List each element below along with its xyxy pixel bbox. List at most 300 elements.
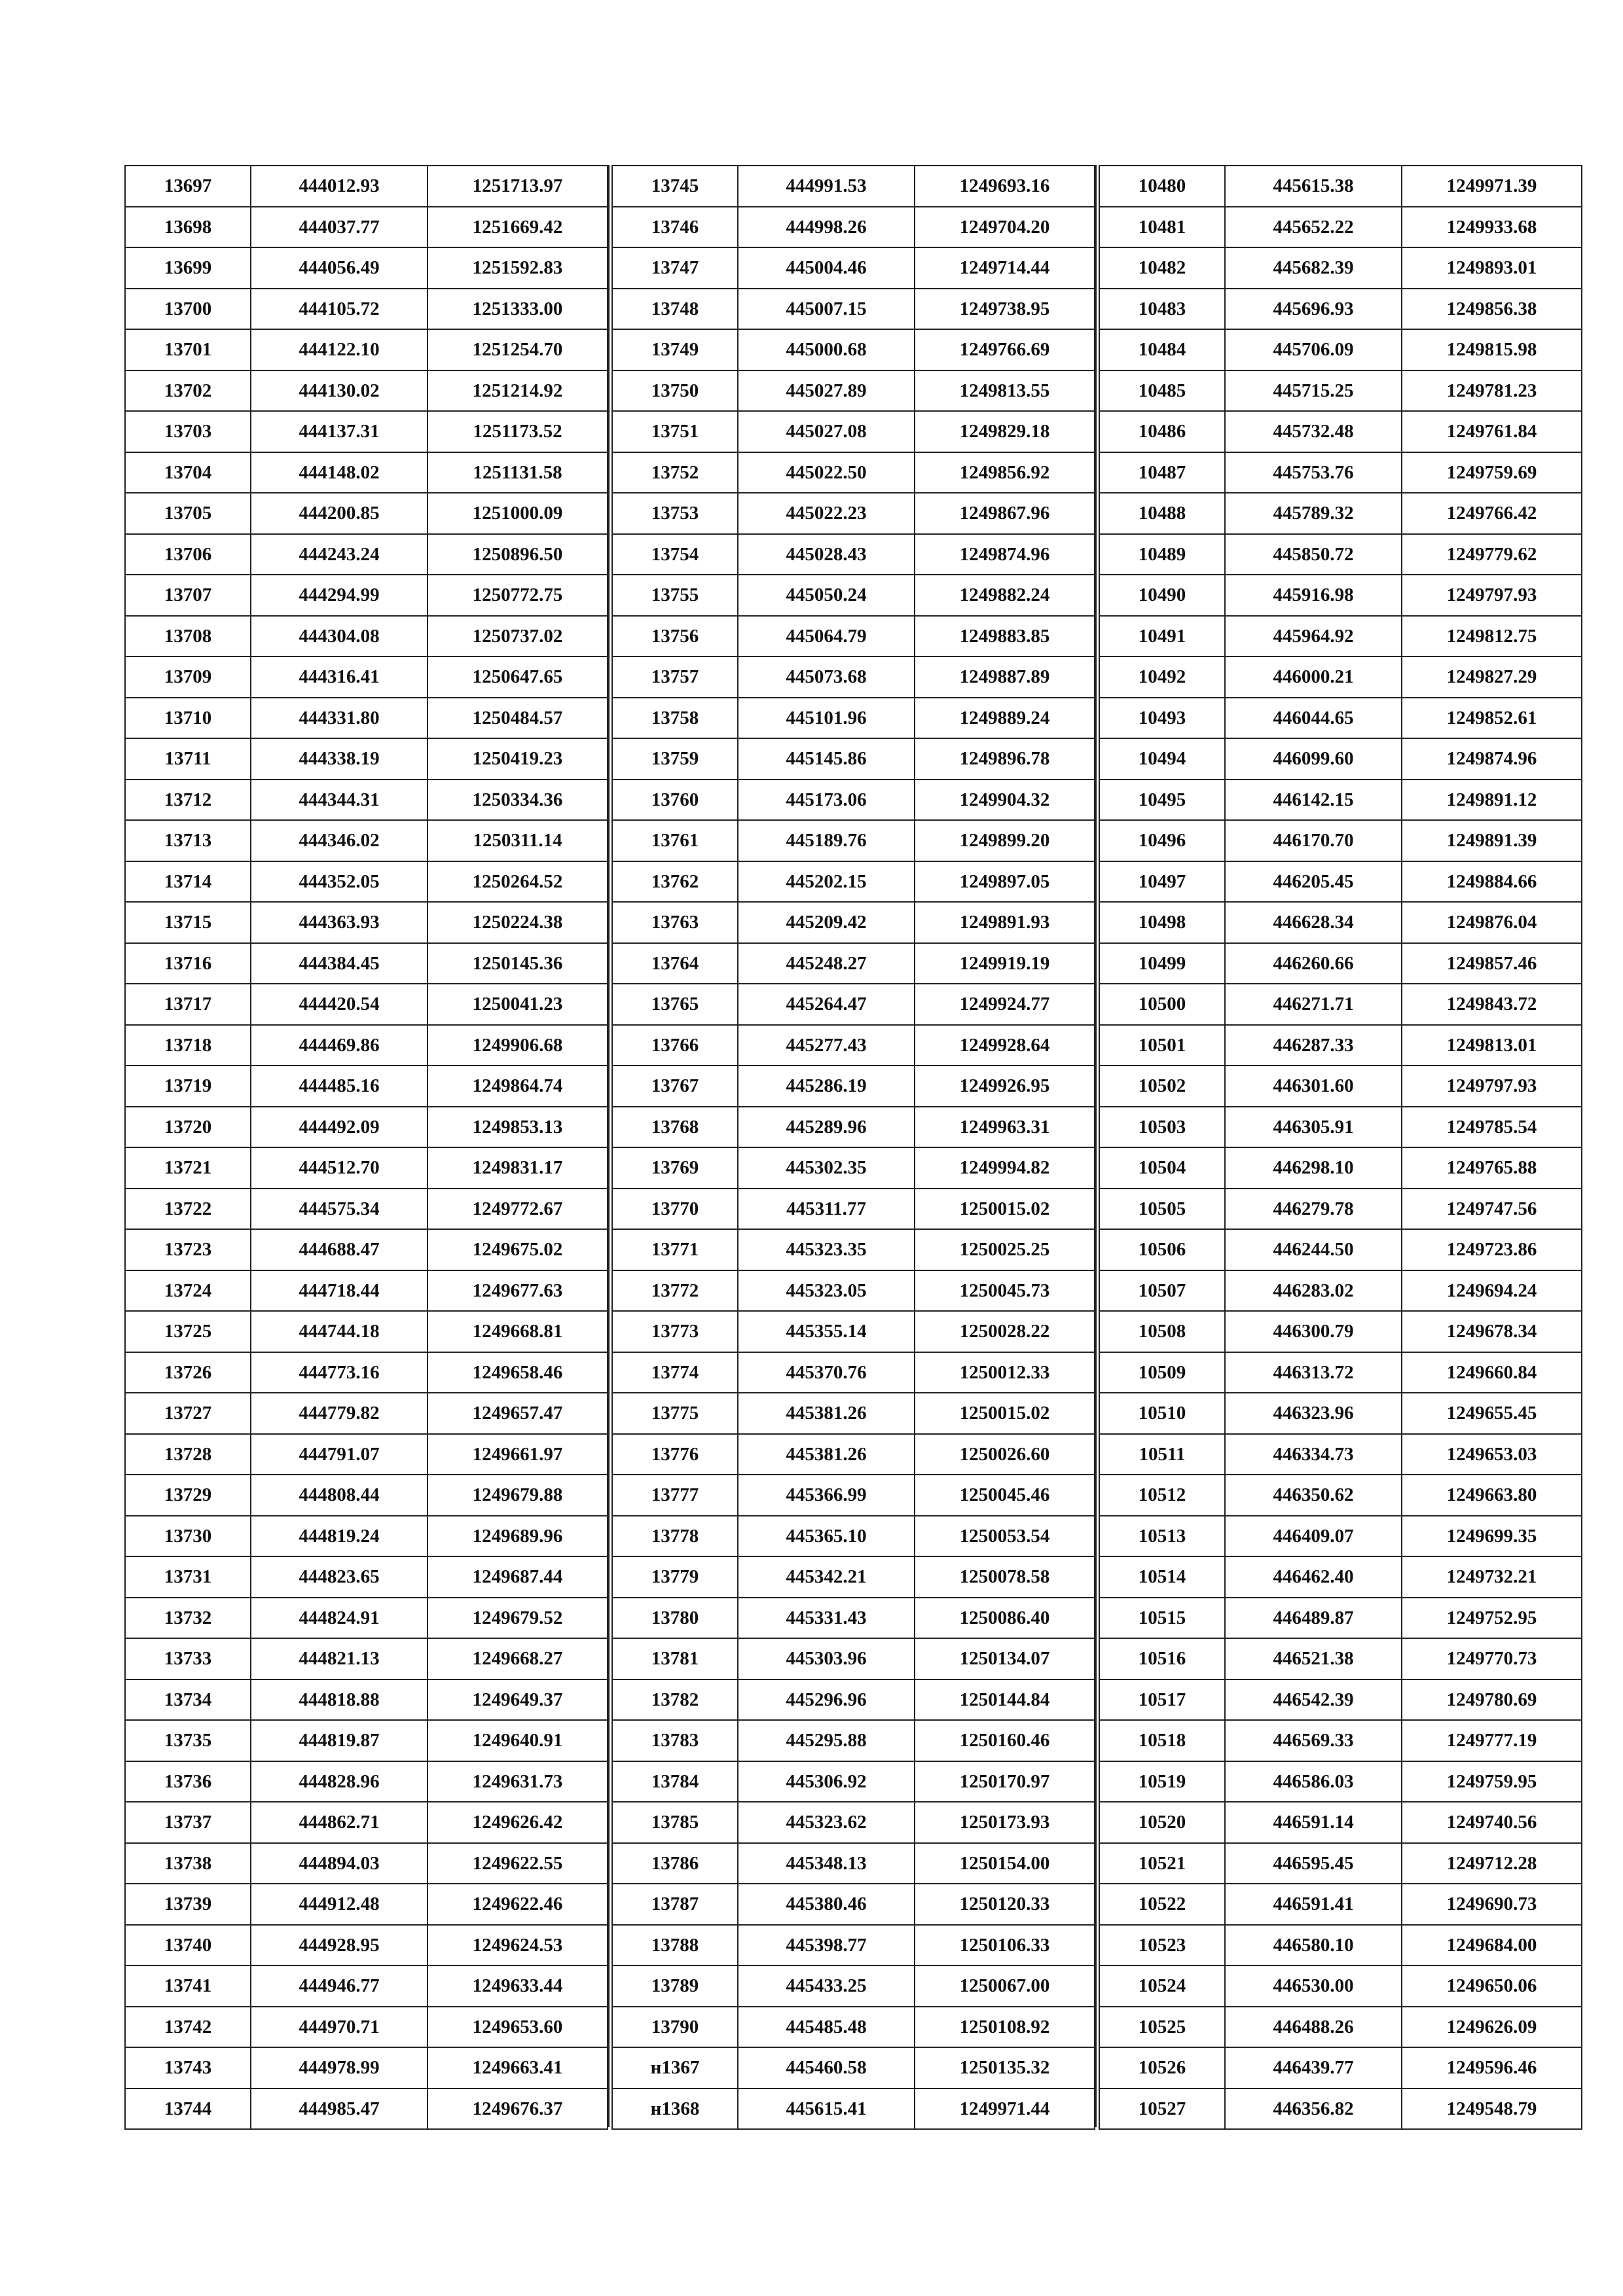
y-coordinate-cell: 1249704.20 [915, 207, 1095, 248]
y-coordinate-cell: 1251000.09 [428, 493, 608, 534]
table-row [125, 329, 608, 370]
table-row [125, 1025, 608, 1066]
x-coordinate-cell: 445101.96 [738, 698, 915, 739]
point-id-cell: 13703 [125, 411, 251, 452]
x-coordinate-cell: 446350.62 [1225, 1475, 1402, 1516]
point-id-cell: 13739 [125, 1884, 251, 1925]
table-row [612, 1475, 1095, 1516]
point-id-cell: 13731 [125, 1556, 251, 1598]
y-coordinate-cell: 1249876.04 [1402, 902, 1582, 943]
point-id-cell: 13707 [125, 575, 251, 616]
point-id-cell: 13698 [125, 207, 251, 248]
point-id-cell: 13733 [125, 1638, 251, 1679]
x-coordinate-cell: 445073.68 [738, 656, 915, 698]
table-row [1099, 1925, 1582, 1966]
point-id-cell: 10487 [1099, 452, 1225, 493]
point-id-cell: 13767 [612, 1066, 738, 1107]
y-coordinate-cell: 1249679.52 [428, 1598, 608, 1639]
point-id-cell: 10503 [1099, 1107, 1225, 1148]
table-row [1099, 820, 1582, 861]
x-coordinate-cell: 444779.82 [251, 1393, 428, 1434]
table-row [612, 820, 1095, 861]
y-coordinate-cell: 1249971.39 [1402, 166, 1582, 207]
point-id-cell: 13720 [125, 1107, 251, 1148]
y-coordinate-cell: 1249906.68 [428, 1025, 608, 1066]
point-id-cell: 10493 [1099, 698, 1225, 739]
table-row [125, 616, 608, 657]
point-id-cell: 10494 [1099, 738, 1225, 780]
x-coordinate-cell: 444985.47 [251, 2089, 428, 2130]
point-id-cell: 13712 [125, 780, 251, 821]
point-id-cell: 13700 [125, 289, 251, 330]
table-row [612, 575, 1095, 616]
y-coordinate-cell: 1250224.38 [428, 902, 608, 943]
x-coordinate-cell: 444912.48 [251, 1884, 428, 1925]
point-id-cell: 13723 [125, 1229, 251, 1270]
x-coordinate-cell: 445189.76 [738, 820, 915, 861]
table-row [612, 1147, 1095, 1189]
y-coordinate-cell: 1249761.84 [1402, 411, 1582, 452]
x-coordinate-cell: 444818.88 [251, 1679, 428, 1721]
point-id-cell: 10501 [1099, 1025, 1225, 1066]
x-coordinate-cell: 444363.93 [251, 902, 428, 943]
table-row [125, 1270, 608, 1312]
table-row [1099, 1229, 1582, 1270]
point-id-cell: 13785 [612, 1802, 738, 1843]
x-coordinate-cell: 446586.03 [1225, 1761, 1402, 1803]
y-coordinate-cell: 1249766.69 [915, 329, 1095, 370]
x-coordinate-cell: 446271.71 [1225, 984, 1402, 1025]
x-coordinate-cell: 446595.45 [1225, 1843, 1402, 1884]
table-row [125, 1229, 608, 1270]
point-id-cell: 13775 [612, 1393, 738, 1434]
point-id-cell: 10502 [1099, 1066, 1225, 1107]
table-row [612, 1229, 1095, 1270]
y-coordinate-cell: 1250311.14 [428, 820, 608, 861]
y-coordinate-cell: 1249899.20 [915, 820, 1095, 861]
point-id-cell: 13772 [612, 1270, 738, 1312]
table-row [1099, 166, 1582, 207]
x-coordinate-cell: 445323.05 [738, 1270, 915, 1312]
x-coordinate-cell: 445381.26 [738, 1434, 915, 1475]
point-id-cell: 10509 [1099, 1352, 1225, 1393]
y-coordinate-cell: 1249933.68 [1402, 207, 1582, 248]
y-coordinate-cell: 1249663.80 [1402, 1475, 1582, 1516]
table-row [125, 534, 608, 575]
x-coordinate-cell: 446205.45 [1225, 861, 1402, 903]
y-coordinate-cell: 1249548.79 [1402, 2089, 1582, 2130]
point-id-cell: 13783 [612, 1720, 738, 1761]
table-row [612, 656, 1095, 698]
point-id-cell: 10506 [1099, 1229, 1225, 1270]
x-coordinate-cell: 446044.65 [1225, 698, 1402, 739]
y-coordinate-cell: 1249622.55 [428, 1843, 608, 1884]
x-coordinate-cell: 444352.05 [251, 861, 428, 903]
y-coordinate-cell: 1249653.03 [1402, 1434, 1582, 1475]
y-coordinate-cell: 1249779.62 [1402, 534, 1582, 575]
table-row [612, 452, 1095, 493]
y-coordinate-cell: 1250015.02 [915, 1393, 1095, 1434]
y-coordinate-cell: 1250026.60 [915, 1434, 1095, 1475]
x-coordinate-cell: 446530.00 [1225, 1965, 1402, 2007]
y-coordinate-cell: 1249684.00 [1402, 1925, 1582, 1966]
table-row [125, 780, 608, 821]
y-coordinate-cell: 1249812.75 [1402, 616, 1582, 657]
point-id-cell: 13768 [612, 1107, 738, 1148]
x-coordinate-cell: 445615.38 [1225, 166, 1402, 207]
table-row [1099, 575, 1582, 616]
table-row [125, 493, 608, 534]
column-separator [608, 165, 610, 2127]
table-row [1099, 452, 1582, 493]
x-coordinate-cell: 445706.09 [1225, 329, 1402, 370]
y-coordinate-cell: 1249853.13 [428, 1107, 608, 1148]
point-id-cell: 13717 [125, 984, 251, 1025]
point-id-cell: 10518 [1099, 1720, 1225, 1761]
x-coordinate-cell: 444744.18 [251, 1311, 428, 1352]
point-id-cell: 13702 [125, 370, 251, 412]
y-coordinate-cell: 1249622.46 [428, 1884, 608, 1925]
y-coordinate-cell: 1250025.25 [915, 1229, 1095, 1270]
table-row [612, 493, 1095, 534]
point-id-cell: 13747 [612, 247, 738, 289]
table-row [125, 1516, 608, 1557]
x-coordinate-cell: 445007.15 [738, 289, 915, 330]
point-id-cell: 13701 [125, 329, 251, 370]
x-coordinate-cell: 444338.19 [251, 738, 428, 780]
table-row [125, 1556, 608, 1598]
table-row [125, 575, 608, 616]
table-row [612, 1598, 1095, 1639]
table-row [612, 1556, 1095, 1598]
x-coordinate-cell: 444056.49 [251, 247, 428, 289]
point-id-cell: 13778 [612, 1516, 738, 1557]
table-row [125, 1393, 608, 1434]
point-id-cell: 10527 [1099, 2089, 1225, 2130]
y-coordinate-cell: 1250106.33 [915, 1925, 1095, 1966]
point-id-cell: 10488 [1099, 493, 1225, 534]
y-coordinate-cell: 1249897.05 [915, 861, 1095, 903]
y-coordinate-cell: 1249963.31 [915, 1107, 1095, 1148]
y-coordinate-cell: 1249732.21 [1402, 1556, 1582, 1598]
y-coordinate-cell: 1249653.60 [428, 2007, 608, 2048]
x-coordinate-cell: 444512.70 [251, 1147, 428, 1189]
table-row [125, 166, 608, 207]
x-coordinate-cell: 445295.88 [738, 1720, 915, 1761]
x-coordinate-cell: 444819.87 [251, 1720, 428, 1761]
point-id-cell: 13751 [612, 411, 738, 452]
table-row [1099, 370, 1582, 412]
table-row [1099, 1352, 1582, 1393]
y-coordinate-cell: 1250067.00 [915, 1965, 1095, 2007]
x-coordinate-cell: 445732.48 [1225, 411, 1402, 452]
table-row [1099, 1147, 1582, 1189]
table-row [125, 1434, 608, 1475]
y-coordinate-cell: 1249759.69 [1402, 452, 1582, 493]
point-id-cell: 13738 [125, 1843, 251, 1884]
y-coordinate-cell: 1250086.40 [915, 1598, 1095, 1639]
point-id-cell: 13789 [612, 1965, 738, 2007]
point-id-cell: 10511 [1099, 1434, 1225, 1475]
x-coordinate-cell: 446542.39 [1225, 1679, 1402, 1721]
y-coordinate-cell: 1249759.95 [1402, 1761, 1582, 1803]
x-coordinate-cell: 445381.26 [738, 1393, 915, 1434]
y-coordinate-cell: 1249831.17 [428, 1147, 608, 1189]
y-coordinate-cell: 1249874.96 [915, 534, 1095, 575]
x-coordinate-cell: 445789.32 [1225, 493, 1402, 534]
table-row [612, 1884, 1095, 1925]
x-coordinate-cell: 446170.70 [1225, 820, 1402, 861]
x-coordinate-cell: 445331.43 [738, 1598, 915, 1639]
point-id-cell: н1368 [612, 2089, 738, 2130]
x-coordinate-cell: 445682.39 [1225, 247, 1402, 289]
point-id-cell: 13746 [612, 207, 738, 248]
table-row [612, 411, 1095, 452]
y-coordinate-cell: 1250041.23 [428, 984, 608, 1025]
table-row [612, 534, 1095, 575]
x-coordinate-cell: 444946.77 [251, 1965, 428, 2007]
point-id-cell: 13759 [612, 738, 738, 780]
table-row [612, 1679, 1095, 1721]
x-coordinate-cell: 445715.25 [1225, 370, 1402, 412]
point-id-cell: 10505 [1099, 1189, 1225, 1230]
point-id-cell: 13774 [612, 1352, 738, 1393]
x-coordinate-cell: 446488.26 [1225, 2007, 1402, 2048]
y-coordinate-cell: 1250160.46 [915, 1720, 1095, 1761]
y-coordinate-cell: 1250053.54 [915, 1516, 1095, 1557]
x-coordinate-cell: 444808.44 [251, 1475, 428, 1516]
point-id-cell: 10486 [1099, 411, 1225, 452]
x-coordinate-cell: 445355.14 [738, 1311, 915, 1352]
point-id-cell: 10489 [1099, 534, 1225, 575]
point-id-cell: 13761 [612, 820, 738, 861]
point-id-cell: 13716 [125, 943, 251, 984]
y-coordinate-cell: 1250078.58 [915, 1556, 1095, 1598]
x-coordinate-cell: 445433.25 [738, 1965, 915, 2007]
x-coordinate-cell: 446260.66 [1225, 943, 1402, 984]
y-coordinate-cell: 1249740.56 [1402, 1802, 1582, 1843]
x-coordinate-cell: 444012.93 [251, 166, 428, 207]
y-coordinate-cell: 1249689.96 [428, 1516, 608, 1557]
table-row [1099, 902, 1582, 943]
y-coordinate-cell: 1250015.02 [915, 1189, 1095, 1230]
table-row [612, 1720, 1095, 1761]
table-row [1099, 207, 1582, 248]
point-id-cell: 10481 [1099, 207, 1225, 248]
table-row [125, 1066, 608, 1107]
x-coordinate-cell: 444346.02 [251, 820, 428, 861]
x-coordinate-cell: 444978.99 [251, 2047, 428, 2089]
point-id-cell: 13740 [125, 1925, 251, 1966]
point-id-cell: 13742 [125, 2007, 251, 2048]
column-separator [1095, 165, 1097, 2127]
point-id-cell: 10491 [1099, 616, 1225, 657]
y-coordinate-cell: 1249857.46 [1402, 943, 1582, 984]
point-id-cell: 13769 [612, 1147, 738, 1189]
y-coordinate-cell: 1251592.83 [428, 247, 608, 289]
y-coordinate-cell: 1249660.84 [1402, 1352, 1582, 1393]
x-coordinate-cell: 446301.60 [1225, 1066, 1402, 1107]
point-id-cell: 13786 [612, 1843, 738, 1884]
x-coordinate-cell: 444469.86 [251, 1025, 428, 1066]
point-id-cell: 13709 [125, 656, 251, 698]
table-row [125, 902, 608, 943]
y-coordinate-cell: 1249626.09 [1402, 2007, 1582, 2048]
table-row [1099, 1270, 1582, 1312]
table-row [125, 656, 608, 698]
y-coordinate-cell: 1249658.46 [428, 1352, 608, 1393]
y-coordinate-cell: 1249829.18 [915, 411, 1095, 452]
x-coordinate-cell: 444294.99 [251, 575, 428, 616]
table-row [612, 738, 1095, 780]
y-coordinate-cell: 1249657.47 [428, 1393, 608, 1434]
table-row [1099, 329, 1582, 370]
table-row [612, 1843, 1095, 1884]
point-id-cell: 13713 [125, 820, 251, 861]
y-coordinate-cell: 1250120.33 [915, 1884, 1095, 1925]
x-coordinate-cell: 444718.44 [251, 1270, 428, 1312]
point-id-cell: 13697 [125, 166, 251, 207]
point-id-cell: 10490 [1099, 575, 1225, 616]
table-row [125, 1884, 608, 1925]
table-row [1099, 861, 1582, 903]
table-row [125, 2047, 608, 2089]
table-row [125, 1352, 608, 1393]
y-coordinate-cell: 1249856.92 [915, 452, 1095, 493]
x-coordinate-cell: 445370.76 [738, 1352, 915, 1393]
x-coordinate-cell: 445277.43 [738, 1025, 915, 1066]
y-coordinate-cell: 1250134.07 [915, 1638, 1095, 1679]
point-id-cell: 13762 [612, 861, 738, 903]
x-coordinate-cell: 445652.22 [1225, 207, 1402, 248]
point-id-cell: 13715 [125, 902, 251, 943]
point-id-cell: 13719 [125, 1066, 251, 1107]
point-id-cell: 10495 [1099, 780, 1225, 821]
table-row [1099, 738, 1582, 780]
point-id-cell: 10519 [1099, 1761, 1225, 1803]
y-coordinate-cell: 1249714.44 [915, 247, 1095, 289]
table-row [612, 780, 1095, 821]
x-coordinate-cell: 444894.03 [251, 1843, 428, 1884]
y-coordinate-cell: 1251333.00 [428, 289, 608, 330]
x-coordinate-cell: 444688.47 [251, 1229, 428, 1270]
table-row [612, 984, 1095, 1025]
x-coordinate-cell: 445964.92 [1225, 616, 1402, 657]
table-row [125, 698, 608, 739]
table-row [1099, 247, 1582, 289]
x-coordinate-cell: 444485.16 [251, 1066, 428, 1107]
y-coordinate-cell: 1249856.38 [1402, 289, 1582, 330]
x-coordinate-cell: 445398.77 [738, 1925, 915, 1966]
y-coordinate-cell: 1249928.64 [915, 1025, 1095, 1066]
point-id-cell: 10510 [1099, 1393, 1225, 1434]
point-id-cell: 13699 [125, 247, 251, 289]
point-id-cell: 13752 [612, 452, 738, 493]
x-coordinate-cell: 446323.96 [1225, 1393, 1402, 1434]
y-coordinate-cell: 1249650.06 [1402, 1965, 1582, 2007]
table-row [1099, 1107, 1582, 1148]
x-coordinate-cell: 446409.07 [1225, 1516, 1402, 1557]
y-coordinate-cell: 1249663.41 [428, 2047, 608, 2089]
point-id-cell: 10496 [1099, 820, 1225, 861]
y-coordinate-cell: 1250045.46 [915, 1475, 1095, 1516]
table-row [125, 943, 608, 984]
point-id-cell: 13753 [612, 493, 738, 534]
x-coordinate-cell: 445366.99 [738, 1475, 915, 1516]
table-row [612, 1516, 1095, 1557]
point-id-cell: 10498 [1099, 902, 1225, 943]
table-row [125, 1843, 608, 1884]
point-id-cell: 13776 [612, 1434, 738, 1475]
point-id-cell: 10492 [1099, 656, 1225, 698]
x-coordinate-cell: 445050.24 [738, 575, 915, 616]
point-id-cell: 13729 [125, 1475, 251, 1516]
x-coordinate-cell: 445022.50 [738, 452, 915, 493]
table-row [125, 1638, 608, 1679]
x-coordinate-cell: 444862.71 [251, 1802, 428, 1843]
y-coordinate-cell: 1250737.02 [428, 616, 608, 657]
table-row [125, 820, 608, 861]
table-row [612, 1965, 1095, 2007]
x-coordinate-cell: 445303.96 [738, 1638, 915, 1679]
table-row [612, 1189, 1095, 1230]
point-id-cell: 13706 [125, 534, 251, 575]
point-id-cell: 13758 [612, 698, 738, 739]
table-row [612, 698, 1095, 739]
x-coordinate-cell: 445289.96 [738, 1107, 915, 1148]
point-id-cell: 10525 [1099, 2007, 1225, 2048]
x-coordinate-cell: 446356.82 [1225, 2089, 1402, 2130]
y-coordinate-cell: 1249624.53 [428, 1925, 608, 1966]
table-row [1099, 1475, 1582, 1516]
y-coordinate-cell: 1249679.88 [428, 1475, 608, 1516]
y-coordinate-cell: 1250135.32 [915, 2047, 1095, 2089]
table-row [125, 1925, 608, 1966]
point-id-cell: 13770 [612, 1189, 738, 1230]
point-id-cell: 10523 [1099, 1925, 1225, 1966]
x-coordinate-cell: 444243.24 [251, 534, 428, 575]
table-row [612, 902, 1095, 943]
y-coordinate-cell: 1249780.69 [1402, 1679, 1582, 1721]
point-id-cell: 13780 [612, 1598, 738, 1639]
point-id-cell: 10497 [1099, 861, 1225, 903]
y-coordinate-cell: 1249896.78 [915, 738, 1095, 780]
point-id-cell: 13790 [612, 2007, 738, 2048]
table-row [125, 2007, 608, 2048]
x-coordinate-cell: 445306.92 [738, 1761, 915, 1803]
x-coordinate-cell: 444148.02 [251, 452, 428, 493]
y-coordinate-cell: 1249777.19 [1402, 1720, 1582, 1761]
y-coordinate-cell: 1249883.85 [915, 616, 1095, 657]
y-coordinate-cell: 1249655.45 [1402, 1393, 1582, 1434]
y-coordinate-cell: 1251214.92 [428, 370, 608, 412]
table-row [1099, 1556, 1582, 1598]
y-coordinate-cell: 1250484.57 [428, 698, 608, 739]
x-coordinate-cell: 446580.10 [1225, 1925, 1402, 1966]
table-row [612, 861, 1095, 903]
x-coordinate-cell: 446628.34 [1225, 902, 1402, 943]
table-row [612, 1107, 1095, 1148]
y-coordinate-cell: 1249891.93 [915, 902, 1095, 943]
y-coordinate-cell: 1249668.81 [428, 1311, 608, 1352]
point-id-cell: 13722 [125, 1189, 251, 1230]
point-id-cell: 13773 [612, 1311, 738, 1352]
x-coordinate-cell: 444420.54 [251, 984, 428, 1025]
point-id-cell: 13705 [125, 493, 251, 534]
table-row [125, 1598, 608, 1639]
y-coordinate-cell: 1249678.34 [1402, 1311, 1582, 1352]
point-id-cell: 13756 [612, 616, 738, 657]
